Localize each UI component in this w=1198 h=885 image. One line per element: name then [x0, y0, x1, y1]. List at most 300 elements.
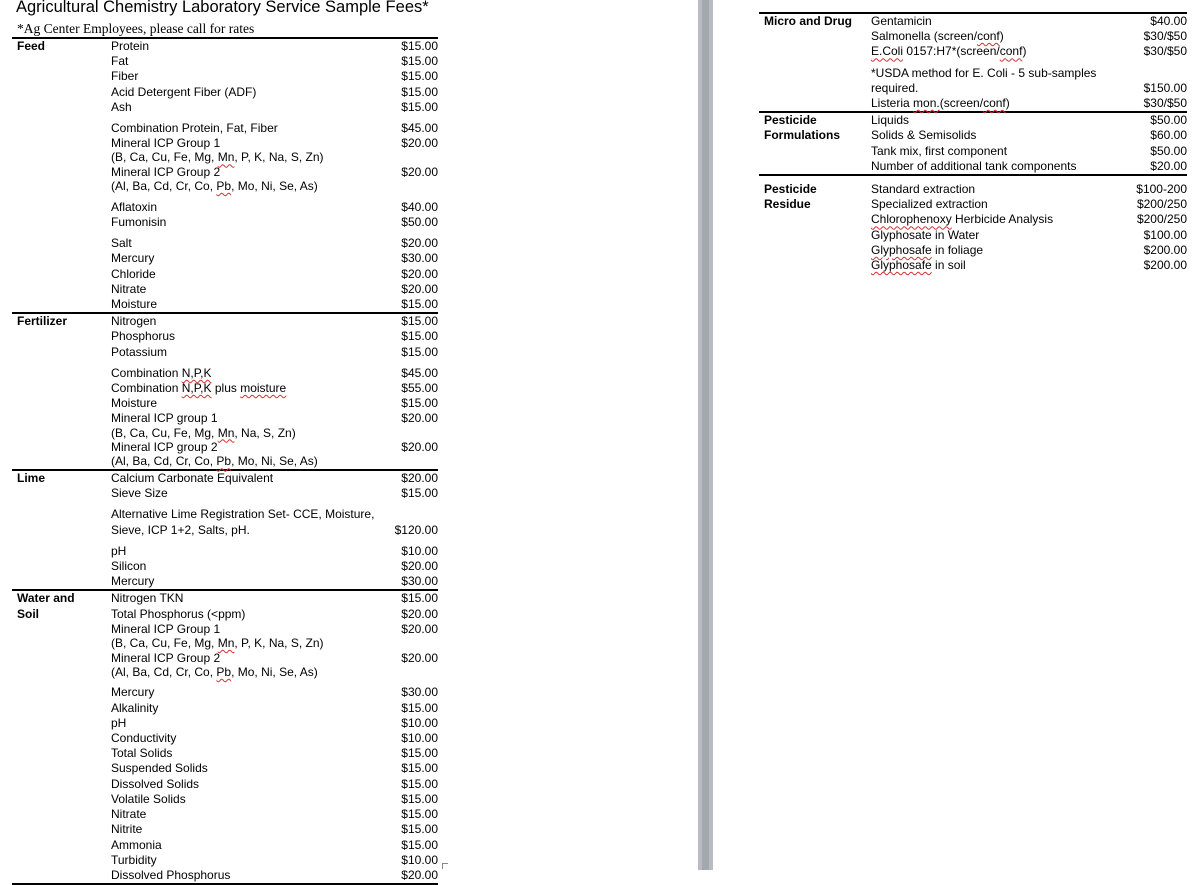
service-price	[391, 180, 438, 194]
section-label-cell	[12, 559, 111, 574]
service-price: $20.00	[391, 868, 438, 884]
section-label: Feed	[12, 38, 111, 54]
service-price	[391, 151, 438, 165]
fee-row	[12, 470, 438, 486]
fee-table-left	[12, 37, 438, 885]
service-price: $20.00	[401, 440, 438, 455]
service-price: $20.00	[401, 621, 438, 636]
service-name: (B, Ca, Cu, Fe, Mg, Mn, Na, S, Zn)	[111, 425, 296, 440]
spellcheck-flag: Glyphosafe	[871, 242, 932, 257]
fee-row	[759, 159, 1187, 175]
service-name: Potassium	[111, 344, 168, 359]
fee-row	[12, 716, 438, 731]
service-name: Liquids	[871, 112, 1115, 128]
fee-row	[12, 100, 438, 115]
section-label-cell	[12, 501, 111, 522]
service-name: Volatile Solids	[111, 791, 186, 806]
spellcheck-flag: Chlorophenoxy	[871, 212, 952, 227]
section-label: Fertilizer	[12, 313, 111, 329]
service-name: Moisture	[111, 396, 158, 411]
service-price: $30.00	[401, 685, 438, 700]
fee-row	[12, 622, 438, 637]
service-price: $200.00	[1143, 242, 1187, 257]
section-label-cell	[759, 228, 871, 243]
spellcheck-flag: Mn	[217, 150, 235, 165]
section-label-cell	[759, 258, 871, 273]
section-label-cell	[759, 29, 871, 44]
spellcheck-flag: Glyphosafe	[871, 258, 932, 273]
fee-row	[12, 180, 438, 194]
spellcheck-flag: E.Coli	[871, 44, 904, 59]
spellcheck-flag: Pb	[216, 664, 232, 679]
service-name: Turbidity	[111, 852, 157, 867]
fee-row	[12, 574, 438, 590]
fee-row	[12, 151, 438, 165]
service-price: $15.00	[401, 344, 438, 359]
section-label-cell	[12, 85, 111, 100]
service-price: $45.00	[401, 365, 438, 380]
fee-row	[759, 29, 1187, 44]
page-title: Agricultural Chemistry Laboratory Service Sample Fees*	[16, 0, 429, 16]
fee-row	[12, 440, 438, 455]
service-price: $15.00	[401, 761, 438, 776]
fee-row	[759, 175, 1187, 197]
service-price: $10.00	[401, 543, 438, 558]
service-price: $15.00	[401, 84, 438, 99]
service-name: Nitrate	[111, 281, 147, 296]
fee-row	[12, 313, 438, 329]
section-label: Residue	[764, 197, 811, 212]
spellcheck-flag: Mn	[217, 425, 235, 440]
section-label-cell	[12, 822, 111, 837]
section-label-cell	[12, 54, 111, 69]
section-label-cell	[12, 440, 111, 455]
section-label-cell	[12, 792, 111, 807]
document-page-right	[713, 0, 1198, 870]
service-name: Nitrogen	[111, 313, 391, 329]
service-name: Combination N,P,K plus moisture	[111, 381, 287, 396]
service-name: Conductivity	[111, 731, 177, 746]
fee-row	[12, 69, 438, 84]
section-label-cell	[759, 96, 871, 112]
service-price: $20.00	[401, 236, 438, 251]
section-label-cell	[12, 761, 111, 776]
service-name: Sieve, ICP 1+2, Salts, pH.	[111, 522, 250, 537]
fee-row	[12, 455, 438, 470]
service-price: $15.00	[391, 590, 438, 606]
service-price	[391, 427, 438, 441]
service-name: Total Phosphorus (<ppm)	[111, 606, 246, 621]
section-label-cell	[759, 212, 871, 227]
section-label-cell	[12, 180, 111, 194]
service-name: Salt	[111, 236, 132, 251]
service-price: $15.00	[391, 38, 438, 54]
section-label: Micro and Drug	[759, 13, 871, 29]
service-name: Nitrogen TKN	[111, 590, 391, 606]
fee-row	[12, 559, 438, 574]
service-price: $100-200	[1115, 175, 1187, 197]
service-name: Mineral ICP Group 2	[111, 165, 221, 180]
service-name: Glyphosate in Water	[871, 227, 980, 242]
service-name: Chlorophenoxy Herbicide Analysis	[871, 212, 1054, 227]
fee-row	[12, 38, 438, 54]
fee-row	[759, 112, 1187, 128]
service-name: Chloride	[111, 266, 156, 281]
service-price: $15.00	[401, 776, 438, 791]
fee-row	[12, 666, 438, 680]
service-price: $20.00	[1150, 158, 1187, 173]
fee-row	[759, 96, 1187, 112]
section-label-cell	[12, 69, 111, 84]
service-name: Mineral ICP Group 2	[111, 650, 221, 665]
service-price: $15.00	[401, 69, 438, 84]
section-label: Water and	[12, 590, 111, 606]
service-name: Aflatoxin	[111, 199, 158, 214]
section-label-cell	[759, 81, 871, 96]
service-price: $20.00	[401, 165, 438, 180]
service-price: $30/$50	[1143, 96, 1187, 111]
spellcheck-flag: conf	[999, 44, 1023, 59]
fee-table-right	[759, 12, 1187, 273]
fee-row	[12, 165, 438, 180]
service-name: (B, Ca, Cu, Fe, Mg, Mn, P, K, Na, S, Zn)	[111, 150, 324, 165]
section-label-cell	[12, 345, 111, 360]
fee-row	[12, 297, 438, 313]
section-label-cell	[12, 523, 111, 538]
section-label: Lime	[12, 470, 111, 486]
section-label-cell	[12, 251, 111, 266]
service-name: Total Solids	[111, 746, 173, 761]
service-name: Calcium Carbonate Equivalent	[111, 470, 391, 486]
service-price: $30.00	[401, 251, 438, 266]
service-name: Alternative Lime Registration Set- CCE, Moisture,	[111, 507, 375, 522]
fee-row	[12, 85, 438, 100]
section-label-cell	[12, 838, 111, 853]
service-price	[1115, 60, 1187, 81]
fee-row	[759, 243, 1187, 258]
fee-row	[759, 212, 1187, 227]
service-name: Mercury	[111, 685, 155, 700]
fee-row	[759, 228, 1187, 243]
service-price: $15.00	[391, 313, 438, 329]
service-price: $15.00	[401, 822, 438, 837]
fee-row	[12, 838, 438, 853]
service-price: $15.00	[401, 486, 438, 501]
service-price: $50.00	[1115, 112, 1187, 128]
section-label-cell	[12, 731, 111, 746]
service-price: $45.00	[401, 121, 438, 136]
service-name: Phosphorus	[111, 329, 176, 344]
service-name: Combination N,P,K	[111, 365, 212, 380]
section-label-cell	[12, 651, 111, 666]
service-name: Solids & Semisolids	[871, 128, 977, 143]
service-price: $30.00	[401, 574, 438, 589]
spellcheck-flag: moisture	[240, 381, 287, 396]
fee-row	[759, 258, 1187, 273]
section-label-cell	[12, 381, 111, 396]
fee-row	[12, 868, 438, 884]
fee-row	[12, 807, 438, 822]
section-label-cell	[759, 144, 871, 159]
service-name: Fumonisin	[111, 215, 167, 230]
fee-row	[12, 679, 438, 700]
service-name: Nitrate	[111, 807, 147, 822]
service-price: $15.00	[401, 746, 438, 761]
section-label: Pesticide	[759, 175, 871, 197]
spellcheck-flag: conf	[977, 29, 1000, 44]
service-name: Salmonella (screen/conf)	[871, 29, 1004, 44]
service-price: $120.00	[394, 522, 438, 537]
section-label-cell	[12, 215, 111, 230]
fee-row	[12, 731, 438, 746]
service-name: Mercury	[111, 251, 155, 266]
service-name: Suspended Solids	[111, 761, 208, 776]
fee-row	[12, 761, 438, 776]
service-price: $20.00	[401, 606, 438, 621]
service-price: $20.00	[401, 266, 438, 281]
service-price	[391, 501, 438, 522]
service-name: (Al, Ba, Cd, Cr, Co, Pb, Mo, Ni, Se, As)	[111, 664, 318, 679]
fee-row	[12, 411, 438, 426]
page-corner-mark	[442, 863, 448, 869]
section-label-cell	[12, 427, 111, 441]
fee-row	[12, 381, 438, 396]
service-price: $150.00	[1143, 80, 1187, 95]
section-label-cell	[12, 194, 111, 215]
service-price: $50.00	[401, 215, 438, 230]
section-label-cell	[12, 230, 111, 251]
fee-row	[12, 637, 438, 651]
service-price: $200/250	[1136, 212, 1187, 227]
service-name: Mineral ICP Group 1	[111, 621, 221, 636]
section-label-cell	[12, 807, 111, 822]
fee-row	[12, 607, 438, 622]
service-name: (Al, Ba, Cd, Cr, Co, Pb, Mo, Ni, Se, As)	[111, 454, 318, 469]
fee-row	[12, 230, 438, 251]
service-price: $20.00	[401, 411, 438, 426]
fee-row	[12, 590, 438, 606]
page-subtitle: *Ag Center Employees, please call for rates	[17, 21, 255, 36]
section-label-cell	[12, 622, 111, 637]
section-label-cell	[12, 666, 111, 680]
fee-row	[12, 822, 438, 837]
service-name: Alkalinity	[111, 700, 159, 715]
spellcheck-flag: mon.	[913, 96, 940, 111]
service-name: Number of additional tank components	[871, 158, 1077, 173]
fee-row	[12, 54, 438, 69]
service-name: *USDA method for E. Coli - 5 sub-samples	[871, 65, 1097, 80]
service-name: Ash	[111, 99, 132, 114]
fee-row	[12, 194, 438, 215]
service-name: E.Coli 0157:H7*(screen/conf)	[871, 44, 1027, 59]
spellcheck-flag: conf	[983, 96, 1006, 111]
section-label-cell	[12, 165, 111, 180]
section-label-cell	[12, 282, 111, 297]
service-name: Protein	[111, 38, 391, 54]
service-price: $40.00	[401, 199, 438, 214]
service-name: Tank mix, first component	[871, 143, 1008, 158]
fee-row	[759, 128, 1187, 143]
service-name: Moisture	[111, 297, 158, 312]
service-price: $20.00	[401, 650, 438, 665]
service-name: Silicon	[111, 559, 147, 574]
fee-row	[12, 501, 438, 522]
fee-row	[12, 701, 438, 716]
service-name: Glyphosafe in foliage	[871, 242, 984, 257]
fee-row	[12, 115, 438, 136]
service-price: $15.00	[401, 396, 438, 411]
service-price	[391, 637, 438, 651]
section-label-cell	[12, 115, 111, 136]
section-label-cell	[12, 679, 111, 700]
fee-row	[12, 282, 438, 297]
fee-row	[12, 523, 438, 538]
section-label-cell	[12, 538, 111, 559]
section-label: Pesticide	[759, 112, 871, 128]
service-name: pH	[111, 543, 127, 558]
service-name: Mineral ICP Group 1	[111, 136, 221, 151]
fee-row	[12, 538, 438, 559]
service-price: $55.00	[401, 381, 438, 396]
section-label-cell	[12, 455, 111, 470]
service-name: Sieve Size	[111, 486, 168, 501]
section-label-cell	[12, 151, 111, 165]
fee-row	[759, 81, 1187, 96]
service-name: Mercury	[111, 574, 155, 589]
spellcheck-flag: N,P,K	[181, 381, 212, 396]
service-name: Listeria mon.(screen/conf)	[871, 96, 1010, 111]
service-price: $10.00	[401, 852, 438, 867]
fee-row	[12, 651, 438, 666]
service-name: Ammonia	[111, 837, 162, 852]
section-label-cell	[12, 396, 111, 411]
service-price: $10.00	[401, 731, 438, 746]
fee-row	[12, 396, 438, 411]
section-label-cell	[759, 44, 871, 59]
service-price: $15.00	[401, 791, 438, 806]
service-name: (B, Ca, Cu, Fe, Mg, Mn, P, K, Na, S, Zn)	[111, 636, 324, 651]
section-label-cell	[12, 716, 111, 731]
section-label-cell	[759, 159, 871, 175]
fee-row	[12, 267, 438, 282]
section-label-cell	[12, 746, 111, 761]
service-price: $100.00	[1143, 227, 1187, 242]
service-price: $20.00	[401, 281, 438, 296]
service-price: $30/$50	[1143, 44, 1187, 59]
service-price: $40.00	[1115, 13, 1187, 29]
service-name: pH	[111, 715, 127, 730]
section-label: Soil	[17, 606, 40, 621]
fee-row	[12, 136, 438, 151]
spellcheck-flag: Pb	[216, 454, 232, 469]
section-label-cell	[12, 701, 111, 716]
service-name: Combination Protein, Fat, Fiber	[111, 121, 278, 136]
service-price: $15.00	[401, 329, 438, 344]
service-price: $15.00	[401, 99, 438, 114]
spellcheck-flag: Mn	[217, 636, 235, 651]
fee-row	[12, 427, 438, 441]
section-label-cell	[759, 60, 871, 81]
service-name: Dissolved Phosphorus	[111, 868, 391, 884]
spellcheck-flag: Pb	[216, 179, 232, 194]
service-name: Glyphosafe in soil	[871, 258, 966, 273]
section-label-cell	[12, 637, 111, 651]
service-name: Standard extraction	[871, 175, 1115, 197]
fee-row	[12, 345, 438, 360]
section-label-cell	[12, 100, 111, 115]
fee-row	[12, 360, 438, 381]
fee-row	[12, 746, 438, 761]
fee-row	[12, 215, 438, 230]
service-price: $20.00	[401, 559, 438, 574]
section-label-cell	[12, 136, 111, 151]
page-gutter	[698, 0, 713, 870]
section-label-cell	[12, 329, 111, 344]
service-name: Fat	[111, 54, 129, 69]
fee-row	[12, 792, 438, 807]
service-price: $50.00	[1150, 143, 1187, 158]
service-name: Mineral ICP group 1	[111, 411, 218, 426]
service-name: Specialized extraction	[871, 197, 988, 212]
section-label-cell	[12, 267, 111, 282]
service-price: $10.00	[401, 715, 438, 730]
service-price	[391, 666, 438, 680]
service-name: Acid Detergent Fiber (ADF)	[111, 84, 257, 99]
section-label-cell	[12, 868, 111, 884]
fee-row	[12, 251, 438, 266]
service-name: Dissolved Solids	[111, 776, 200, 791]
fee-row	[12, 486, 438, 501]
service-price: $15.00	[401, 837, 438, 852]
service-price: $15.00	[401, 807, 438, 822]
service-price: $20.00	[391, 470, 438, 486]
service-name: Mineral ICP group 2	[111, 440, 218, 455]
fee-row	[759, 197, 1187, 212]
fee-row	[759, 60, 1187, 81]
service-price: $200/250	[1136, 197, 1187, 212]
fee-row	[12, 853, 438, 868]
fee-row	[12, 329, 438, 344]
service-price: $15.00	[401, 54, 438, 69]
service-name: required.	[871, 80, 919, 95]
service-price: $200.00	[1143, 258, 1187, 273]
service-price: $15.00	[401, 297, 438, 312]
section-label-cell	[12, 574, 111, 590]
service-price: $30/$50	[1143, 29, 1187, 44]
fee-row	[759, 144, 1187, 159]
section-label-cell	[759, 243, 871, 258]
service-name: (Al, Ba, Cd, Cr, Co, Pb, Mo, Ni, Se, As)	[111, 179, 318, 194]
fee-row	[759, 44, 1187, 59]
service-price	[391, 455, 438, 470]
section-label-cell	[12, 777, 111, 792]
section-label-cell	[12, 297, 111, 313]
service-name: Fiber	[111, 69, 139, 84]
service-price: $60.00	[1150, 128, 1187, 143]
section-label-cell	[12, 486, 111, 501]
service-price: $20.00	[401, 136, 438, 151]
service-price: $15.00	[401, 700, 438, 715]
section-label-cell	[12, 360, 111, 381]
fee-row	[759, 13, 1187, 29]
service-name: Gentamicin	[871, 13, 1115, 29]
service-name: Nitrite	[111, 822, 143, 837]
section-label-cell	[12, 853, 111, 868]
spellcheck-flag: N,P,K	[181, 365, 212, 380]
section-label-cell	[12, 411, 111, 426]
section-label: Formulations	[764, 128, 841, 143]
fee-row	[12, 777, 438, 792]
